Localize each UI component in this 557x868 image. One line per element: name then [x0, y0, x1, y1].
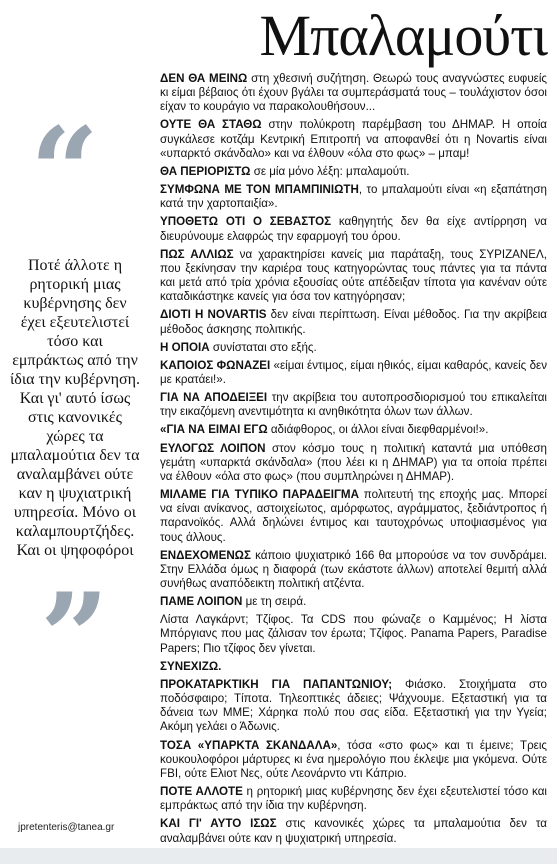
paragraph-lead: ΔΙΟΤΙ Η NOVARTIS [160, 308, 267, 322]
paragraph-lead: ΣΥΝΕΧΙΖΩ. [160, 659, 222, 673]
paragraph-lead: ΠΑΜΕ ΛΟΙΠΟΝ [160, 595, 243, 609]
pull-quote: Ποτέ άλλοτε η ρητορική μιας κυβέρνησης δεν έχει εξευτελιστεί τόσο και εμπράκτως από την ίδια την κυβέρνηση. Και γι' αυτό ίσως στις κανονικές χώρες τα μπαλαμούτια δεν τα αναλαμβάνει ούτε καν η ψυχιατρική υπηρεσία. Μόνο οι καλαμπουρτζήδες. Και οι ψηφοφόροι [10, 257, 140, 559]
paragraph [160, 549, 547, 591]
paragraph-text: με τη σειρά. [242, 595, 307, 609]
open-quote-icon: “ [30, 101, 100, 242]
paragraph [160, 739, 547, 781]
paragraph-lead: ΠΩΣ ΑΛΛΙΩΣ [160, 247, 234, 261]
paragraph [160, 341, 547, 355]
paragraph-text: αδιάφθορος, οι άλλοι είναι διεφθαρμένοι!». [267, 423, 489, 437]
author-email[interactable]: jpretenteris@tanea.gr [18, 822, 115, 833]
paragraph [160, 785, 547, 813]
article-body [160, 72, 547, 868]
paragraph-lead: ΔΕΝ ΘΑ ΜΕΙΝΩ [160, 72, 248, 85]
paragraph-text: στον κόσμο τους η πολιτική καταντά μια υπόθεση γεμάτη «υπαρκτά σκάνδαλα» (που λέει κι η ΔΗΜΑΡ) για τα οποία πρέπει να έλθουν «όλα στο φως» (που συμπληρώνει η ΔΗΜΑΡ). [160, 441, 547, 483]
paragraph-text: , τόσα «στο φως» και τι έμεινε; Τρεις κουκουλοφόροι μάρτυρες κι ένα ημερολόγιο που έκλεψε μια γκόμενα. Ούτε FBI, ούτε Ελιοτ Νες, ούτε Λεονάρντο ντι Κάπριο. [160, 738, 548, 780]
paragraph-text: στη χθεσινή συζήτηση. Θεωρώ τους αναγνώστες ευφυείς κι είμαι βέβαιος ότι έχουν βγάλει τα συμπεράσματά τους – τουλάχιστον όσοι είχαν το κουράγιο να παρακολουθήσουν... [160, 72, 547, 114]
paragraph-lead: ΘΑ ΠΕΡΙΟΡΙΣΤΩ [160, 164, 251, 178]
close-quote-icon: ” [40, 567, 110, 708]
paragraph-text: στις κανονικές χώρες τα μπαλαμούτια δεν τα αναλαμβάνει ούτε καν η ψυχιατρική υπηρεσία. [160, 817, 547, 845]
paragraph [160, 215, 547, 243]
paragraph-text: στην πολύκροτη παρέμβαση του ΔΗΜΑΡ. Η οποία συγκάλεσε κοτζάμ Κεντρική Επιτροπή να αποφανθεί ότι η Novartis είναι «υπαρκτό σκάνδαλο» και να έλθουν «όλα στο φως» – μπαμ! [160, 118, 547, 160]
paragraph-lead: ΚΑΠΟΙΟΣ ΦΩΝΑΖΕΙ [160, 358, 271, 372]
paragraph-lead: ΣΥΜΦΩΝΑ ΜΕ ΤΟΝ ΜΠΑΜΠΙΝΙΩΤΗ [160, 183, 359, 197]
paragraph-text: να χαρακτηρίσει κανείς μια παράταξη, τους ΣΥΡΙΖΑΝΕΛ, που ξεκίνησαν την καριέρα τους κατηγορώντας τους πάντες για τα πάντα και μετά από τρία χρόνια εξουσίας ούτε απέδειξαν τίποτα για κανέναν ούτε καταδικάστηκε κανείς για όσα τον κατηγόρησαν; [160, 247, 547, 304]
paragraph-text: κάποιο ψυχιατρικό 166 θα μπορούσε να τον συνδράμει. Στην Ελλάδα όμως η διαφορά (των εκάστοτε άλλων) αποτελεί θεμιτή αλλά συνήθως αναπόδεικτη πολιτική ατζέντα. [160, 548, 547, 590]
paragraph-text: την ακρίβεια του αυτοπροσδιορισμού του επικαλείται την εικαζόμενη ανεντιμότητα κι ανηθικότητα όλων των άλλων. [160, 391, 547, 419]
paragraph-text: «είμαι έντιμος, είμαι ηθικός, είμαι καθαρός, κανείς δεν με κρατάει!». [160, 358, 548, 386]
paragraph [160, 595, 547, 609]
article-title: Μπαλαμούτι [259, 3, 547, 68]
paragraph [160, 183, 547, 211]
paragraph [160, 678, 547, 735]
paragraph [160, 308, 547, 336]
paragraph [160, 660, 547, 674]
paragraph-lead: «ΓΙΑ ΝΑ ΕΙΜΑΙ ΕΓΩ [160, 423, 268, 437]
paragraph-lead: ΠΡΟΚΑΤΑΡΚΤΙΚΗ ΓΙΑ ΠΑΠΑΝΤΩΝΙΟΥ; [160, 677, 393, 691]
paragraph [160, 165, 547, 179]
paragraph [160, 613, 547, 655]
paragraph-text: πολιτευτή της εποχής μας. Μπορεί να είναι ανίκανος, αστοιχείωτος, αμόρφωτος, αγράμματος, ξεδιάντροπος ή παρανοϊκός. Αλλά δηλώνει έντιμος και ταυτοχρόνως υποψιασμένος για τους άλλους. [160, 488, 547, 544]
paragraph [160, 391, 547, 419]
paragraph-text: Φιάσκο. Στοιχήματα στο ποδόσφαιρο; Τίποτα. Τηλεοπτικές άδειες; Ψάχνουμε. Εξεταστική για τα δάνεια των ΜΜΕ; Χάρηκα πολύ που σας είδα. Εξεταστική για την Υγεία; Ακόμη γελάει ο Άδωνις. [160, 677, 548, 734]
paragraph [160, 488, 547, 545]
paragraph [160, 442, 547, 484]
paragraph [160, 248, 547, 305]
paragraph-lead: ΚΑΙ ΓΙ' ΑΥΤΟ ΙΣΩΣ [160, 817, 277, 831]
paragraph-lead: ΠΟΤΕ ΑΛΛΟΤΕ [160, 785, 243, 799]
paragraph-lead: ΕΥΛΟΓΩΣ ΛΟΙΠΟΝ [160, 441, 266, 455]
paragraph [160, 817, 547, 845]
paragraph-text: συνίσταται στο εξής. [209, 340, 317, 354]
paragraph-text: καθηγητής δεν θα είχε αντίρρηση να διευρύνουμε ελαφρώς την εφαρμογή του όρου. [160, 215, 547, 243]
paragraph [160, 72, 547, 114]
paragraph-text: Λίστα Λαγκάρντ; Τζίφος. Τα CDS που φώναζε ο Καμμένος; Η λίστα Μπόργιανς που μας ζάλισαν τον έρωτα; Τζίφος. Panama Papers, Paradise Papers; Πιο τζίφος δεν γίνεται. [160, 613, 547, 655]
paragraph-lead: ΕΝΔΕΧΟΜΕΝΩΣ [160, 548, 251, 562]
paragraph [160, 359, 547, 387]
paragraph-text: η ρητορική μιας κυβέρνησης δεν έχει εξευτελιστεί τόσο και εμπράκτως από την ίδια την κυβέρνηση. [160, 785, 547, 813]
paragraph-lead: ΓΙΑ ΝΑ ΑΠΟΔΕΙΞΕΙ [160, 391, 268, 405]
paragraph-lead: ΟΥΤΕ ΘΑ ΣΤΑΘΩ [160, 118, 262, 132]
paragraph [160, 118, 547, 160]
paragraph-text: , το μπαλαμούτι είναι «η εξαπάτηση κατά την χαρτοπαιξία». [160, 183, 547, 211]
paragraph-text: σε μία μόνο λέξη: μπαλαμούτι. [250, 164, 410, 178]
paragraph [160, 423, 547, 437]
paragraph-lead: Η ΟΠΟΙΑ [160, 340, 210, 354]
page-footer-band [0, 848, 557, 864]
paragraph-lead: ΥΠΟΘΕΤΩ ΟΤΙ Ο ΣΕΒΑΣΤΟΣ [160, 215, 332, 229]
paragraph-lead: ΤΟΣΑ «ΥΠΑΡΚΤΑ ΣΚΑΝΔΑΛΑ» [160, 738, 338, 752]
paragraph-lead: ΜΙΛΑΜΕ ΓΙΑ ΤΥΠΙΚΟ ΠΑΡΑΔΕΙΓΜΑ [160, 488, 359, 502]
paragraph-text: δεν είναι περίπτωση. Είναι μέθοδος. Για την ακρίβεια μέθοδος άσκησης πολιτικής. [160, 308, 547, 336]
